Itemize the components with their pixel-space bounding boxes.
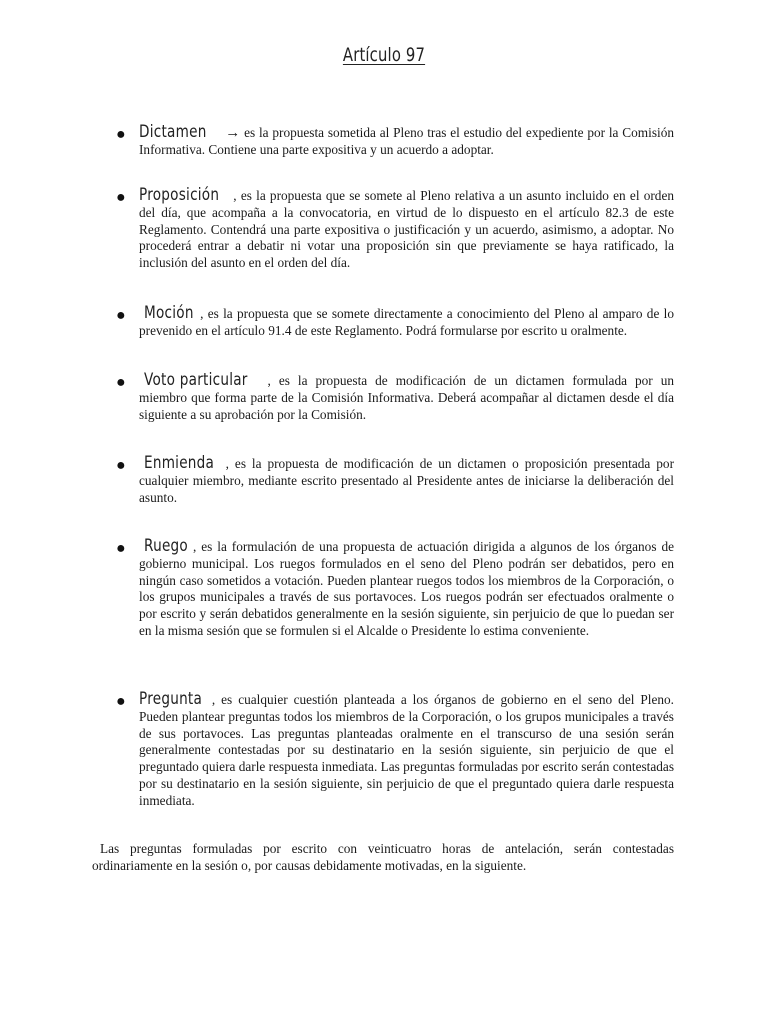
- bullet-icon: ●: [116, 374, 126, 391]
- page-title: Artículo 97: [342, 44, 426, 66]
- bullet-icon: ●: [116, 693, 126, 710]
- definition-text: es la propuesta sometida al Pleno tras el estudio del expediente por la Comisión Informativa. Contiene una parte expositiva y un acuerdo a adoptar.: [139, 125, 674, 157]
- definition-text: , es la formulación de una propuesta de actuación dirigida a algunos de los órganos de gobierno municipal. Los ruegos formulados en el seno del Pleno podrán ser debatidos, pero en ningún caso sometidos a votación. Pueden plantear ruegos todos los miembros de la Corporación, o los grupos municipales a través de sus portavoces. Los ruegos podrán ser efectuados oralmente o por escrito y serán debatidos generalmente en la sesión siguiente, sin perjuicio de que lo puedan ser en la misma sesión que se formulen si el Alcalde o Presidente lo estima conveniente.: [139, 539, 674, 638]
- term-enmienda: Enmienda: [144, 453, 215, 473]
- arrow-icon: →: [225, 125, 241, 141]
- closing-paragraph: Las preguntas formuladas por escrito con veinticuatro horas de antelación, serán contestadas ordinariamente en la sesión o, por causas debidamente motivadas, en la siguiente.: [92, 841, 674, 873]
- term-pregunta: Pregunta: [139, 689, 203, 709]
- term-mocion: Moción: [144, 303, 194, 323]
- definition-item-pregunta: [116, 689, 674, 810]
- term-proposicion: Proposición: [139, 185, 220, 205]
- definition-text: , es la propuesta que se somete directamente a conocimiento del Pleno al amparo de lo prevenido en el artículo 91.4 de este Reglamento. Podrá formularse por escrito u oralmente.: [139, 306, 674, 338]
- term-dictamen: Dictamen: [139, 122, 207, 142]
- definition-text: , es la propuesta de modificación de un dictamen o proposición presentada por cualquier miembro, mediante escrito presentado al Presidente antes de iniciarse la deliberación del asunto.: [139, 456, 674, 505]
- definition-item-ruego: [116, 536, 674, 640]
- definition-text: , es la propuesta de modificación de un dictamen formulada por un miembro que forma parte de la Comisión Informativa. Deberá acompañar al dictamen desde el día siguiente a su aprobación por la Comisión.: [139, 373, 674, 422]
- definition-item-enmienda: [116, 453, 674, 506]
- bullet-icon: ●: [116, 457, 126, 474]
- bullet-icon: ●: [116, 189, 126, 206]
- definition-text: , es la propuesta que se somete al Pleno relativa a un asunto incluido en el orden del día, que acompaña a la convocatoria, en virtud de lo dispuesto en el artículo 82.3 de este Reglamento. Contendrá una parte expositiva o justificación y un acuerdo, asimismo, a adoptar. No procederá entrar a debatir ni votar una proposición sin que previamente se haya ratificado, la inclusión del asunto en el orden del día.: [139, 188, 674, 271]
- definition-item-proposicion: [116, 185, 674, 272]
- definition-item-voto-particular: [116, 370, 674, 423]
- bullet-icon: ●: [116, 307, 126, 324]
- definition-item-mocion: [116, 303, 674, 340]
- definition-text: , es cualquier cuestión planteada a los órganos de gobierno en el seno del Pleno. Pueden plantear preguntas todos los miembros de la Corporación, o los grupos municipales a través de sus portavoces. Las preguntas planteadas oralmente en el transcurso de una sesión serán generalmente contestadas por su destinatario en la sesión siguiente, sin perjuicio de que el preguntado quiera darle respuesta inmediata. Las preguntas formuladas por escrito serán contestadas por su destinatario en la sesión siguiente, sin perjuicio de que el preguntado quiera darle respuesta inmediata.: [139, 692, 674, 808]
- bullet-icon: ●: [116, 540, 126, 557]
- term-ruego: Ruego: [144, 536, 188, 556]
- term-voto-particular: Voto particular: [144, 370, 248, 390]
- bullet-icon: ●: [116, 126, 126, 143]
- definition-item-dictamen: [116, 122, 674, 159]
